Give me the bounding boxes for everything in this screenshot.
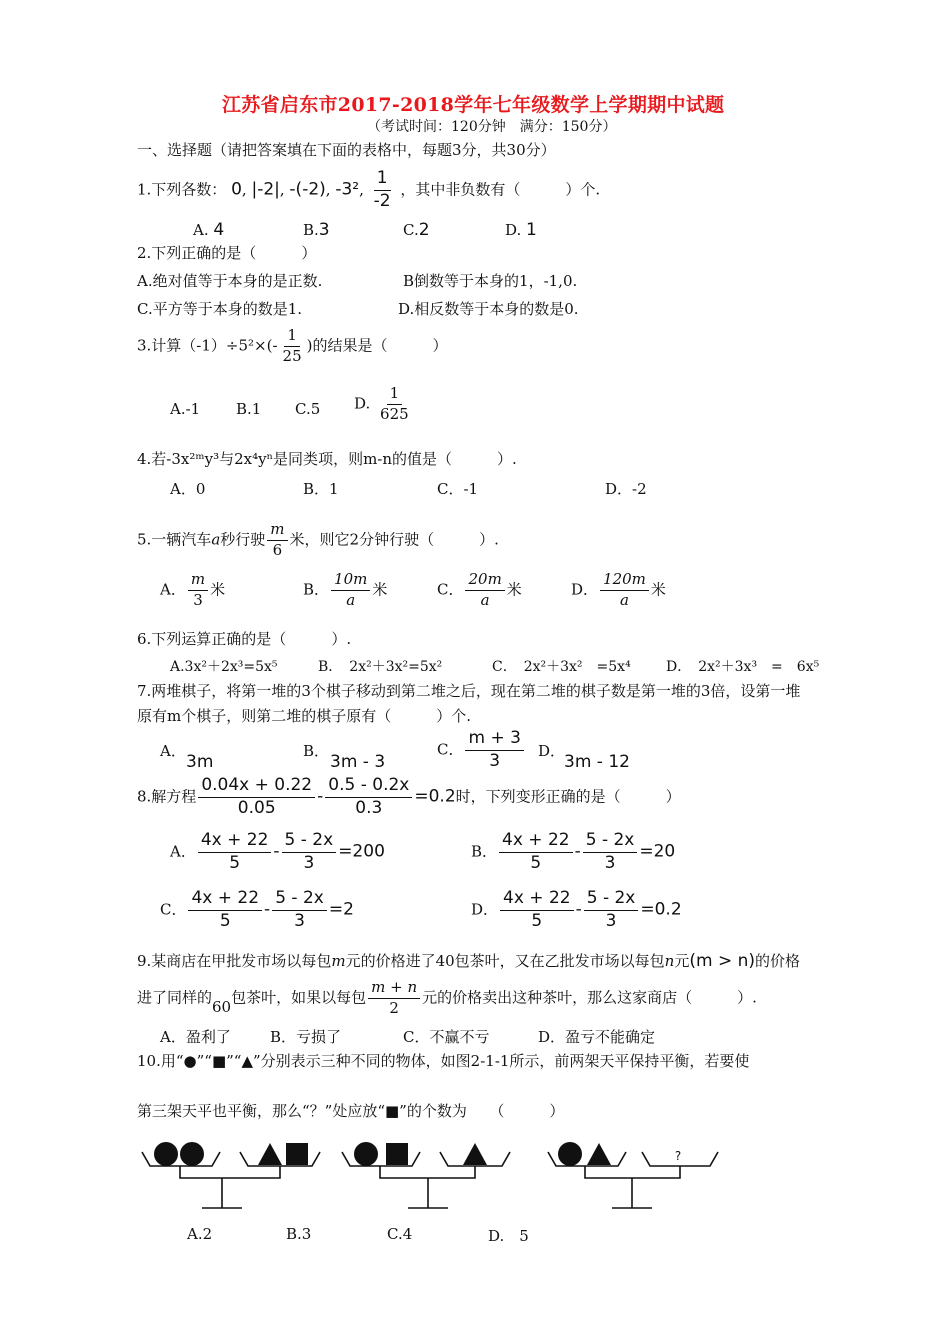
question-4: 4.若-3x²ᵐy³与2x⁴yⁿ是同类项，则m-n的值是（ ）.: [137, 450, 517, 468]
question-2: 2.下列正确的是（ ）: [137, 244, 317, 262]
q7-option-a-value: 3m: [186, 752, 214, 772]
q10-option-d: D. 5: [488, 1227, 529, 1245]
q2-option-a: A.绝对值等于本身的是正数.: [137, 272, 323, 290]
q9-option-d: D．盈亏不能确定: [538, 1028, 656, 1046]
q7-option-b-value: 3m - 3: [330, 752, 386, 772]
q3-option-d: D. $\frac{1}{625}$: [354, 384, 409, 423]
q4-option-d: D．-2: [605, 480, 647, 498]
q8-option-b: B． $\frac{4x + 22}{5}$ - $\frac{5 - 2x}{3}$ =20: [471, 830, 676, 873]
q7-option-d-value: 3m - 12: [564, 752, 630, 772]
q7-option-d: D．: [538, 742, 566, 760]
question-1: 1.下列各数： 0, |-2|, -(-2), -3², $\frac{1}{-2}$ ，其中非负数有（ ）个.: [137, 168, 601, 211]
q1-item-3: -3²: [335, 179, 360, 200]
question-9-line1: 9.某商店在甲批发市场以每包m元的价格进了40包茶叶，又在乙批发市场以每包n元(m > n)的价格: [137, 951, 801, 971]
q5-option-d: D． $\frac{120m}{a}$ 米: [571, 570, 666, 609]
circle-icon: [154, 1142, 178, 1166]
q1-suffix: ，其中非负数有（ ）个.: [400, 180, 601, 199]
q9-option-a: A．盈利了: [160, 1028, 231, 1046]
question-mark: ?: [674, 1149, 682, 1163]
q1-prefix: 1.下列各数：: [137, 180, 227, 199]
question-7-line2: 原有m个棋子，则第二堆的棋子原有（ ）个.: [137, 707, 471, 725]
exam-info: （考试时间：120分钟 满分：150分）: [367, 119, 617, 135]
page-title: 江苏省启东市2017-2018学年七年级数学上学期期中试题: [222, 94, 725, 116]
question-5: 5.一辆汽车a秒行驶 $\frac{m}{6}$ 米，则它2分钟行驶（ ）.: [137, 520, 499, 559]
q5-option-c: C． $\frac{20m}{a}$ 米: [437, 570, 522, 609]
q9-option-c: C．不赢不亏: [403, 1028, 490, 1046]
q1-fraction: $\frac{1}{-2}$: [373, 168, 391, 211]
q7-option-b: B．: [303, 742, 330, 760]
q1-option-c: C.2: [403, 220, 430, 240]
q2-option-b: B倒数等于本身的1，-1,0.: [403, 272, 578, 290]
q3-option-c: C.5: [295, 400, 321, 418]
q2-option-d: D.相反数等于本身的数是0.: [398, 300, 579, 318]
circle-icon: [180, 1142, 204, 1166]
q10-option-c: C.4: [387, 1225, 413, 1243]
q7-option-c: C． $\frac{m + 3}{3}$: [437, 730, 526, 771]
section-heading: 一、选择题（请把答案填在下面的表格中，每题3分，共30分）: [137, 141, 556, 159]
question-9-line2: 进了同样的60包茶叶，如果以每包 $\frac{m + n}{2}$ 元的价格卖出这种茶叶，那么这家商店（ ）.: [137, 978, 757, 1017]
q2-option-c: C.平方等于本身的数是1.: [137, 300, 303, 318]
q6-option-d: D． 2x²＋3x³ = 6x⁵: [666, 659, 820, 675]
triangle-icon: [587, 1143, 611, 1165]
q8-option-a: A． $\frac{4x + 22}{5}$ - $\frac{5 - 2x}{3}$ =200: [170, 830, 385, 873]
q1-option-d: D. 1: [505, 220, 537, 240]
q7-option-a: A．: [160, 742, 186, 760]
q4-option-b: B．1: [303, 480, 339, 498]
q1-option-b: B.3: [303, 220, 330, 240]
q8-option-d: D． $\frac{4x + 22}{5}$ - $\frac{5 - 2x}{3}$ =0.2: [471, 888, 682, 931]
q6-option-a: A.3x²＋2x³=5x⁵: [170, 659, 278, 675]
circle-icon: [558, 1142, 582, 1166]
question-6: 6.下列运算正确的是（ ）.: [137, 630, 352, 648]
q1-item-0: 0: [231, 179, 242, 200]
q3-option-b: B.1: [236, 400, 262, 418]
q6-option-c: C． 2x²＋3x² =5x⁴: [492, 659, 631, 675]
q8-option-c: C． $\frac{4x + 22}{5}$ - $\frac{5 - 2x}{3}$ =2: [160, 888, 354, 931]
q1-item-1: |-2|: [251, 179, 280, 200]
circle-icon: [354, 1142, 378, 1166]
question-10-line1: 10.用“●”“■”“▲”分别表示三种不同的物体，如图2-1-1所示，前两架天平保持平衡，若要使: [137, 1052, 750, 1070]
q10-option-b: B.3: [286, 1225, 312, 1243]
q1-item-2: -(-2): [289, 179, 326, 200]
square-icon: [386, 1143, 408, 1165]
question-3: 3.计算（-1）÷5²×(- $\frac{1}{25}$ )的结果是（ ）: [137, 326, 448, 365]
q5-option-a: A． $\frac{m}{3}$ 米: [160, 570, 226, 609]
q1-option-a: A. 4: [193, 220, 225, 240]
q10-option-a: A.2: [187, 1225, 213, 1243]
q9-option-b: B．亏损了: [270, 1028, 342, 1046]
q6-option-b: B． 2x²＋3x²=5x²: [318, 659, 443, 675]
question-8: 8.解方程 $\frac{0.04x + 0.22}{0.05}$ - $\frac{0.5 - 0.2x}{0.3}$ =0.2时，下列变形正确的是（ ）: [137, 775, 681, 818]
triangle-icon: [258, 1143, 282, 1165]
balance-scales-figure: [130, 1130, 830, 1220]
q3-option-a: A.-1: [170, 400, 201, 418]
q4-option-a: A．0: [170, 480, 206, 498]
q4-option-c: C．-1: [437, 480, 479, 498]
square-icon: [286, 1143, 308, 1165]
question-7-line1: 7.两堆棋子，将第一堆的3个棋子移动到第二堆之后，现在第二堆的棋子数是第一堆的3倍，设第一堆: [137, 682, 801, 700]
q5-option-b: B． $\frac{10m}{a}$ 米: [303, 570, 388, 609]
question-10-line2: 第三架天平也平衡，那么“？”处应放“■”的个数为 （ ）: [137, 1102, 565, 1120]
triangle-icon: [463, 1143, 487, 1165]
